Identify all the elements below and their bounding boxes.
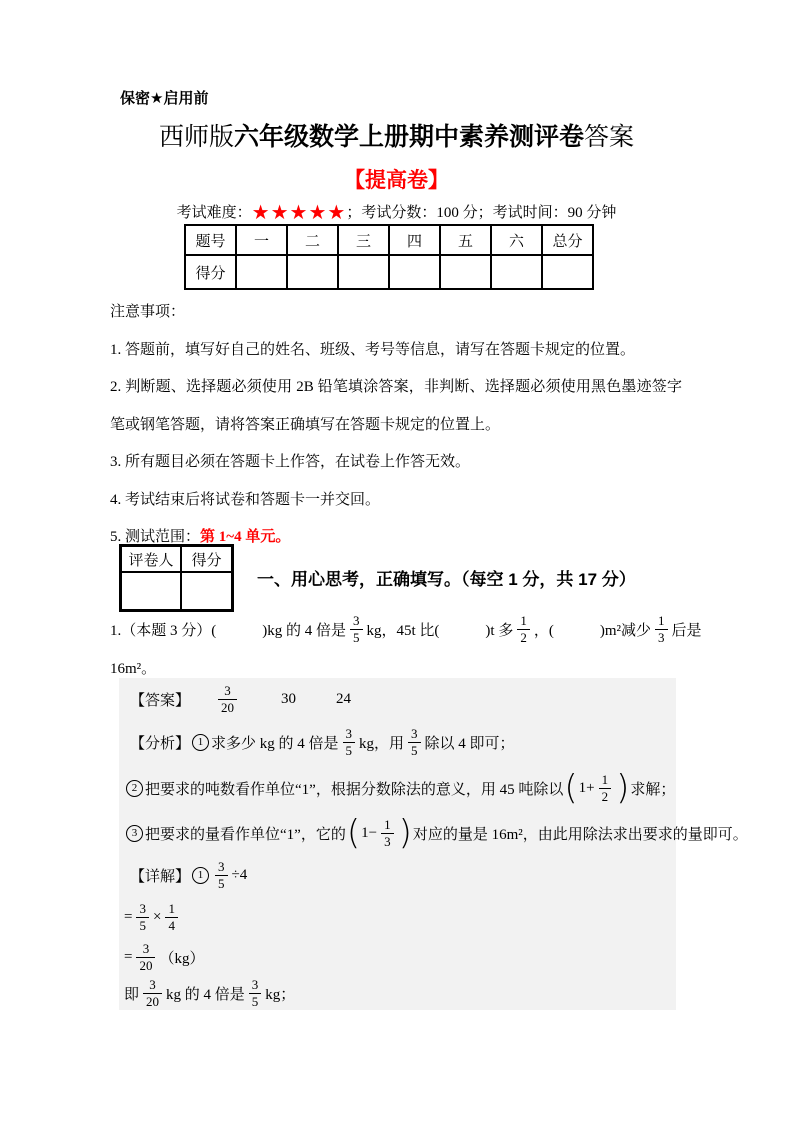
score-empty-cell <box>440 255 491 289</box>
exam-title-suffix: 答案 <box>584 123 635 151</box>
fraction-1-2: $\frac{1}{2}$ <box>599 772 612 804</box>
question-1-line-2: 16m²。 <box>110 661 157 677</box>
note-item-2: 2. 判断题、选择题必须使用 2B 铅笔填涂答案，非判断、选择题必须使用黑色墨迹签字笔或钢笔答题，请将答案正确填写在答题卡规定的位置上。 <box>110 379 682 433</box>
big-paren-close: ) <box>398 812 412 853</box>
fraction-3-5: $\frac{3}{5}$ <box>249 977 262 1009</box>
big-paren-open: ( <box>564 767 578 808</box>
grader-table <box>119 544 234 612</box>
big-paren-open: ( <box>346 812 361 853</box>
confidential-notice: 保密★启用前 <box>120 90 209 107</box>
note-item-4: 4. 考试结束后将试卷和答题卡一并交回。 <box>110 491 381 508</box>
question-1-text: 1.（本题 3 分）( <box>110 622 217 639</box>
question-1-text: ，( <box>533 622 554 639</box>
score-empty-cell <box>338 255 389 289</box>
fraction-3-20: $\frac{3}{20}$ <box>136 941 155 973</box>
score-header-cell: 五 <box>440 225 491 255</box>
detail-text: kg 的 4 倍是 <box>166 986 245 1003</box>
score-table <box>184 224 594 290</box>
score-table-score-row <box>185 255 593 289</box>
equals-sign: = <box>124 948 133 965</box>
score-header-cell: 三 <box>338 225 389 255</box>
exam-meta-line <box>0 200 793 224</box>
difficulty-stars-icon: ★★★★★ <box>251 200 347 224</box>
grader-header-cell: 评卷人 <box>121 546 182 573</box>
note-item-3: 3. 所有题目必须在答题卡上作答，在试卷上作答无效。 <box>110 454 471 470</box>
big-paren-close: ) <box>616 767 630 808</box>
grader-score-header-cell: 得分 <box>181 546 233 573</box>
detail-line-3 <box>119 938 676 976</box>
question-1-text: kg，45t 比( <box>366 622 440 639</box>
analysis-expression: 1− <box>361 824 378 841</box>
detail-line-2 <box>119 896 676 938</box>
analysis-line-2 <box>119 764 676 812</box>
fraction-3-5: $\frac{3}{5}$ <box>215 859 228 891</box>
circled-number-icon: 1 <box>192 867 209 884</box>
detail-line-1 <box>119 854 676 896</box>
answer-label: 【答案】 <box>130 692 191 709</box>
answer-explanation-box <box>119 678 748 1010</box>
analysis-text: 求多少 kg 的 4 倍是 <box>211 735 339 752</box>
answer-value-2: 30 <box>281 690 297 707</box>
grader-empty-cell <box>121 572 182 611</box>
score-row-label: 得分 <box>185 255 236 289</box>
question-1-line-1 <box>110 608 702 650</box>
grader-empty-row <box>121 572 233 611</box>
question-1-text: )m²减少 <box>599 622 652 639</box>
detail-label: 【详解】 <box>130 868 191 885</box>
equals-sign: = <box>124 908 133 925</box>
note5-test-range: 第 1~4 单元。 <box>200 529 291 545</box>
score-table-header-row <box>185 225 593 255</box>
score-header-cell: 六 <box>491 225 542 255</box>
analysis-line-1 <box>119 720 676 764</box>
detail-line-4 <box>119 976 676 1010</box>
fraction-1-3: $\frac{1}{3}$ <box>381 817 394 849</box>
score-empty-cell <box>542 255 593 289</box>
score-empty-cell <box>389 255 440 289</box>
question-1-text: 后是 <box>671 622 702 639</box>
detail-text: 即 <box>124 986 140 1003</box>
analysis-line-3 <box>119 812 748 854</box>
fraction-1-4: $\frac{1}{4}$ <box>165 901 178 933</box>
exam-title <box>0 117 793 153</box>
score-empty-cell <box>236 255 287 289</box>
detail-text: ÷4 <box>231 866 248 883</box>
note5-prefix: 5. 测试范围： <box>110 529 201 545</box>
notes-title: 注意事项： <box>110 304 186 320</box>
analysis-text: kg，用 <box>359 735 405 752</box>
question-1 <box>110 608 702 678</box>
exam-title-prefix: 西师版 <box>158 123 234 151</box>
fraction-3-5: $\frac{3}{5}$ <box>408 726 421 758</box>
analysis-label: 【分析】 <box>130 735 191 752</box>
analysis-expression: 1+ <box>578 779 595 796</box>
paper-type-badge: 【提高卷】 <box>344 169 449 192</box>
score-header-cell: 总分 <box>542 225 593 255</box>
answer-line <box>119 678 676 720</box>
detail-text: kg； <box>265 986 296 1003</box>
analysis-text: 把要求的量看作单位“1”，它的 <box>145 826 346 843</box>
fraction-3-5: $\frac{3}{5}$ <box>136 901 149 933</box>
fraction-3-5: $\frac{3}{5}$ <box>343 726 356 758</box>
answer-value-3: 24 <box>336 690 352 707</box>
exam-title-main: 六年级数学上册期中素养测评卷 <box>233 123 584 151</box>
difficulty-label: 考试难度： <box>176 205 252 221</box>
circled-number-icon: 1 <box>192 734 209 751</box>
exam-notes <box>110 294 682 557</box>
circled-number-icon: 2 <box>126 780 143 797</box>
fraction-3-20: $\frac{3}{20}$ <box>218 683 237 715</box>
multiply-sign: × <box>152 908 162 925</box>
analysis-text: 除以 4 即可； <box>424 735 515 752</box>
score-empty-cell <box>491 255 542 289</box>
exam-score-time: ；考试分数：100 分；考试时间：90 分钟 <box>346 205 617 221</box>
analysis-text: 对应的量是 16m²，由此用除法求出要求的量即可。 <box>412 826 748 843</box>
note-item-1: 1. 答题前，填写好自己的姓名、班级、考号等信息，请写在答题卡规定的位置。 <box>110 341 636 358</box>
score-header-cell: 一 <box>236 225 287 255</box>
fraction-1-2: $\frac{1}{2}$ <box>517 613 530 645</box>
circled-number-icon: 3 <box>126 825 143 842</box>
detail-text: （kg） <box>159 950 205 967</box>
fraction-3-20: $\frac{3}{20}$ <box>143 977 162 1009</box>
section-1-heading: 一、用心思考，正确填写。（每空 1 分，共 17 分） <box>257 570 636 589</box>
analysis-text: 求解； <box>630 781 676 798</box>
grader-empty-cell <box>181 572 233 611</box>
score-header-cell: 四 <box>389 225 440 255</box>
question-1-text: )t 多 <box>485 622 514 639</box>
analysis-text: 把要求的吨数看作单位“1”，根据分数除法的意义，用 45 吨除以 <box>145 781 564 798</box>
score-empty-cell <box>287 255 338 289</box>
question-1-text: )kg 的 4 倍是 <box>262 622 346 639</box>
fraction-1-3: $\frac{1}{3}$ <box>655 613 668 645</box>
grader-header-row <box>121 546 233 573</box>
score-header-cell: 题号 <box>185 225 236 255</box>
fraction-3-5: $\frac{3}{5}$ <box>350 613 363 645</box>
score-header-cell: 二 <box>287 225 338 255</box>
